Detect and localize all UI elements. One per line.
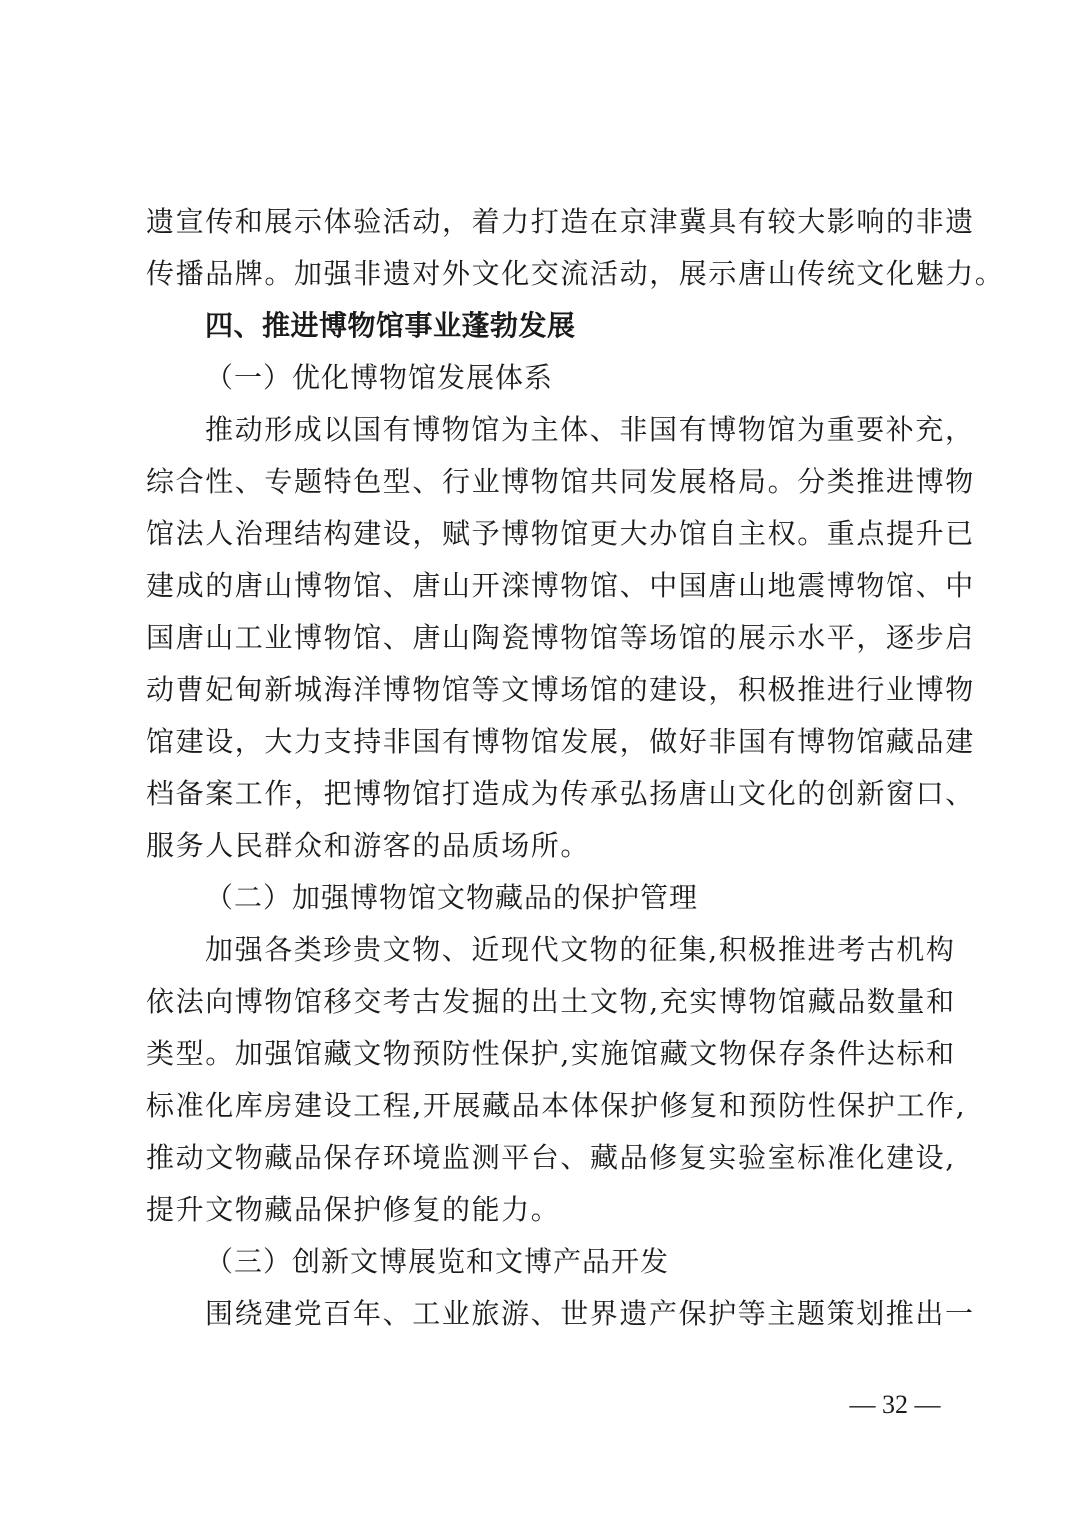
page-number: — 32 —: [849, 1390, 941, 1419]
subsection-heading-3: （三）创新文博展览和文博产品开发: [205, 1245, 670, 1278]
body-text-line: 综合性、专题特色型、行业博物馆共同发展格局。分类推进博物: [146, 465, 975, 498]
subsection-heading-2: （二）加强博物馆文物藏品的保护管理: [205, 881, 699, 914]
section-heading: 四、推进博物馆事业蓬勃发展: [205, 309, 576, 342]
body-text-line: 提升文物藏品保护修复的能力。: [146, 1193, 561, 1226]
body-text-line: 建成的唐山博物馆、唐山开滦博物馆、中国唐山地震博物馆、中: [146, 569, 975, 602]
body-text-line: 标准化库房建设工程,开展藏品本体保护修复和预防性保护工作,: [146, 1089, 967, 1122]
body-text-line: 档备案工作，把博物馆打造成为传承弘扬唐山文化的创新窗口、: [146, 777, 975, 810]
body-text-line: 国唐山工业博物馆、唐山陶瓷博物馆等场馆的展示水平，逐步启: [146, 621, 975, 654]
subsection-heading-1: （一）优化博物馆发展体系: [205, 361, 554, 394]
body-text-line: 遗宣传和展示体验活动，着力打造在京津冀具有较大影响的非遗: [146, 205, 975, 238]
body-text-line: 传播品牌。加强非遗对外文化交流活动，展示唐山传统文化魅力。: [146, 257, 1005, 290]
body-text-line: 围绕建党百年、工业旅游、世界遗产保护等主题策划推出一: [205, 1297, 975, 1330]
body-text-line: 类型。加强馆藏文物预防性保护,实施馆藏文物保存条件达标和: [146, 1037, 956, 1070]
body-text-line: 服务人民群众和游客的品质场所。: [146, 829, 591, 862]
body-text-line: 推动文物藏品保存环境监测平台、藏品修复实验室标准化建设,: [146, 1141, 956, 1174]
body-text-line: 馆法人治理结构建设，赋予博物馆更大办馆自主权。重点提升已: [146, 517, 975, 550]
body-text-line: 馆建设，大力支持非国有博物馆发展，做好非国有博物馆藏品建: [146, 725, 975, 758]
body-text-line: 推动形成以国有博物馆为主体、非国有博物馆为重要补充，: [205, 413, 975, 446]
body-text-line: 依法向博物馆移交考古发掘的出土文物,充实博物馆藏品数量和: [146, 985, 956, 1018]
body-text-line: 动曹妃甸新城海洋博物馆等文博场馆的建设，积极推进行业博物: [146, 673, 975, 706]
body-text-line: 加强各类珍贵文物、近现代文物的征集,积极推进考古机构: [205, 933, 956, 966]
